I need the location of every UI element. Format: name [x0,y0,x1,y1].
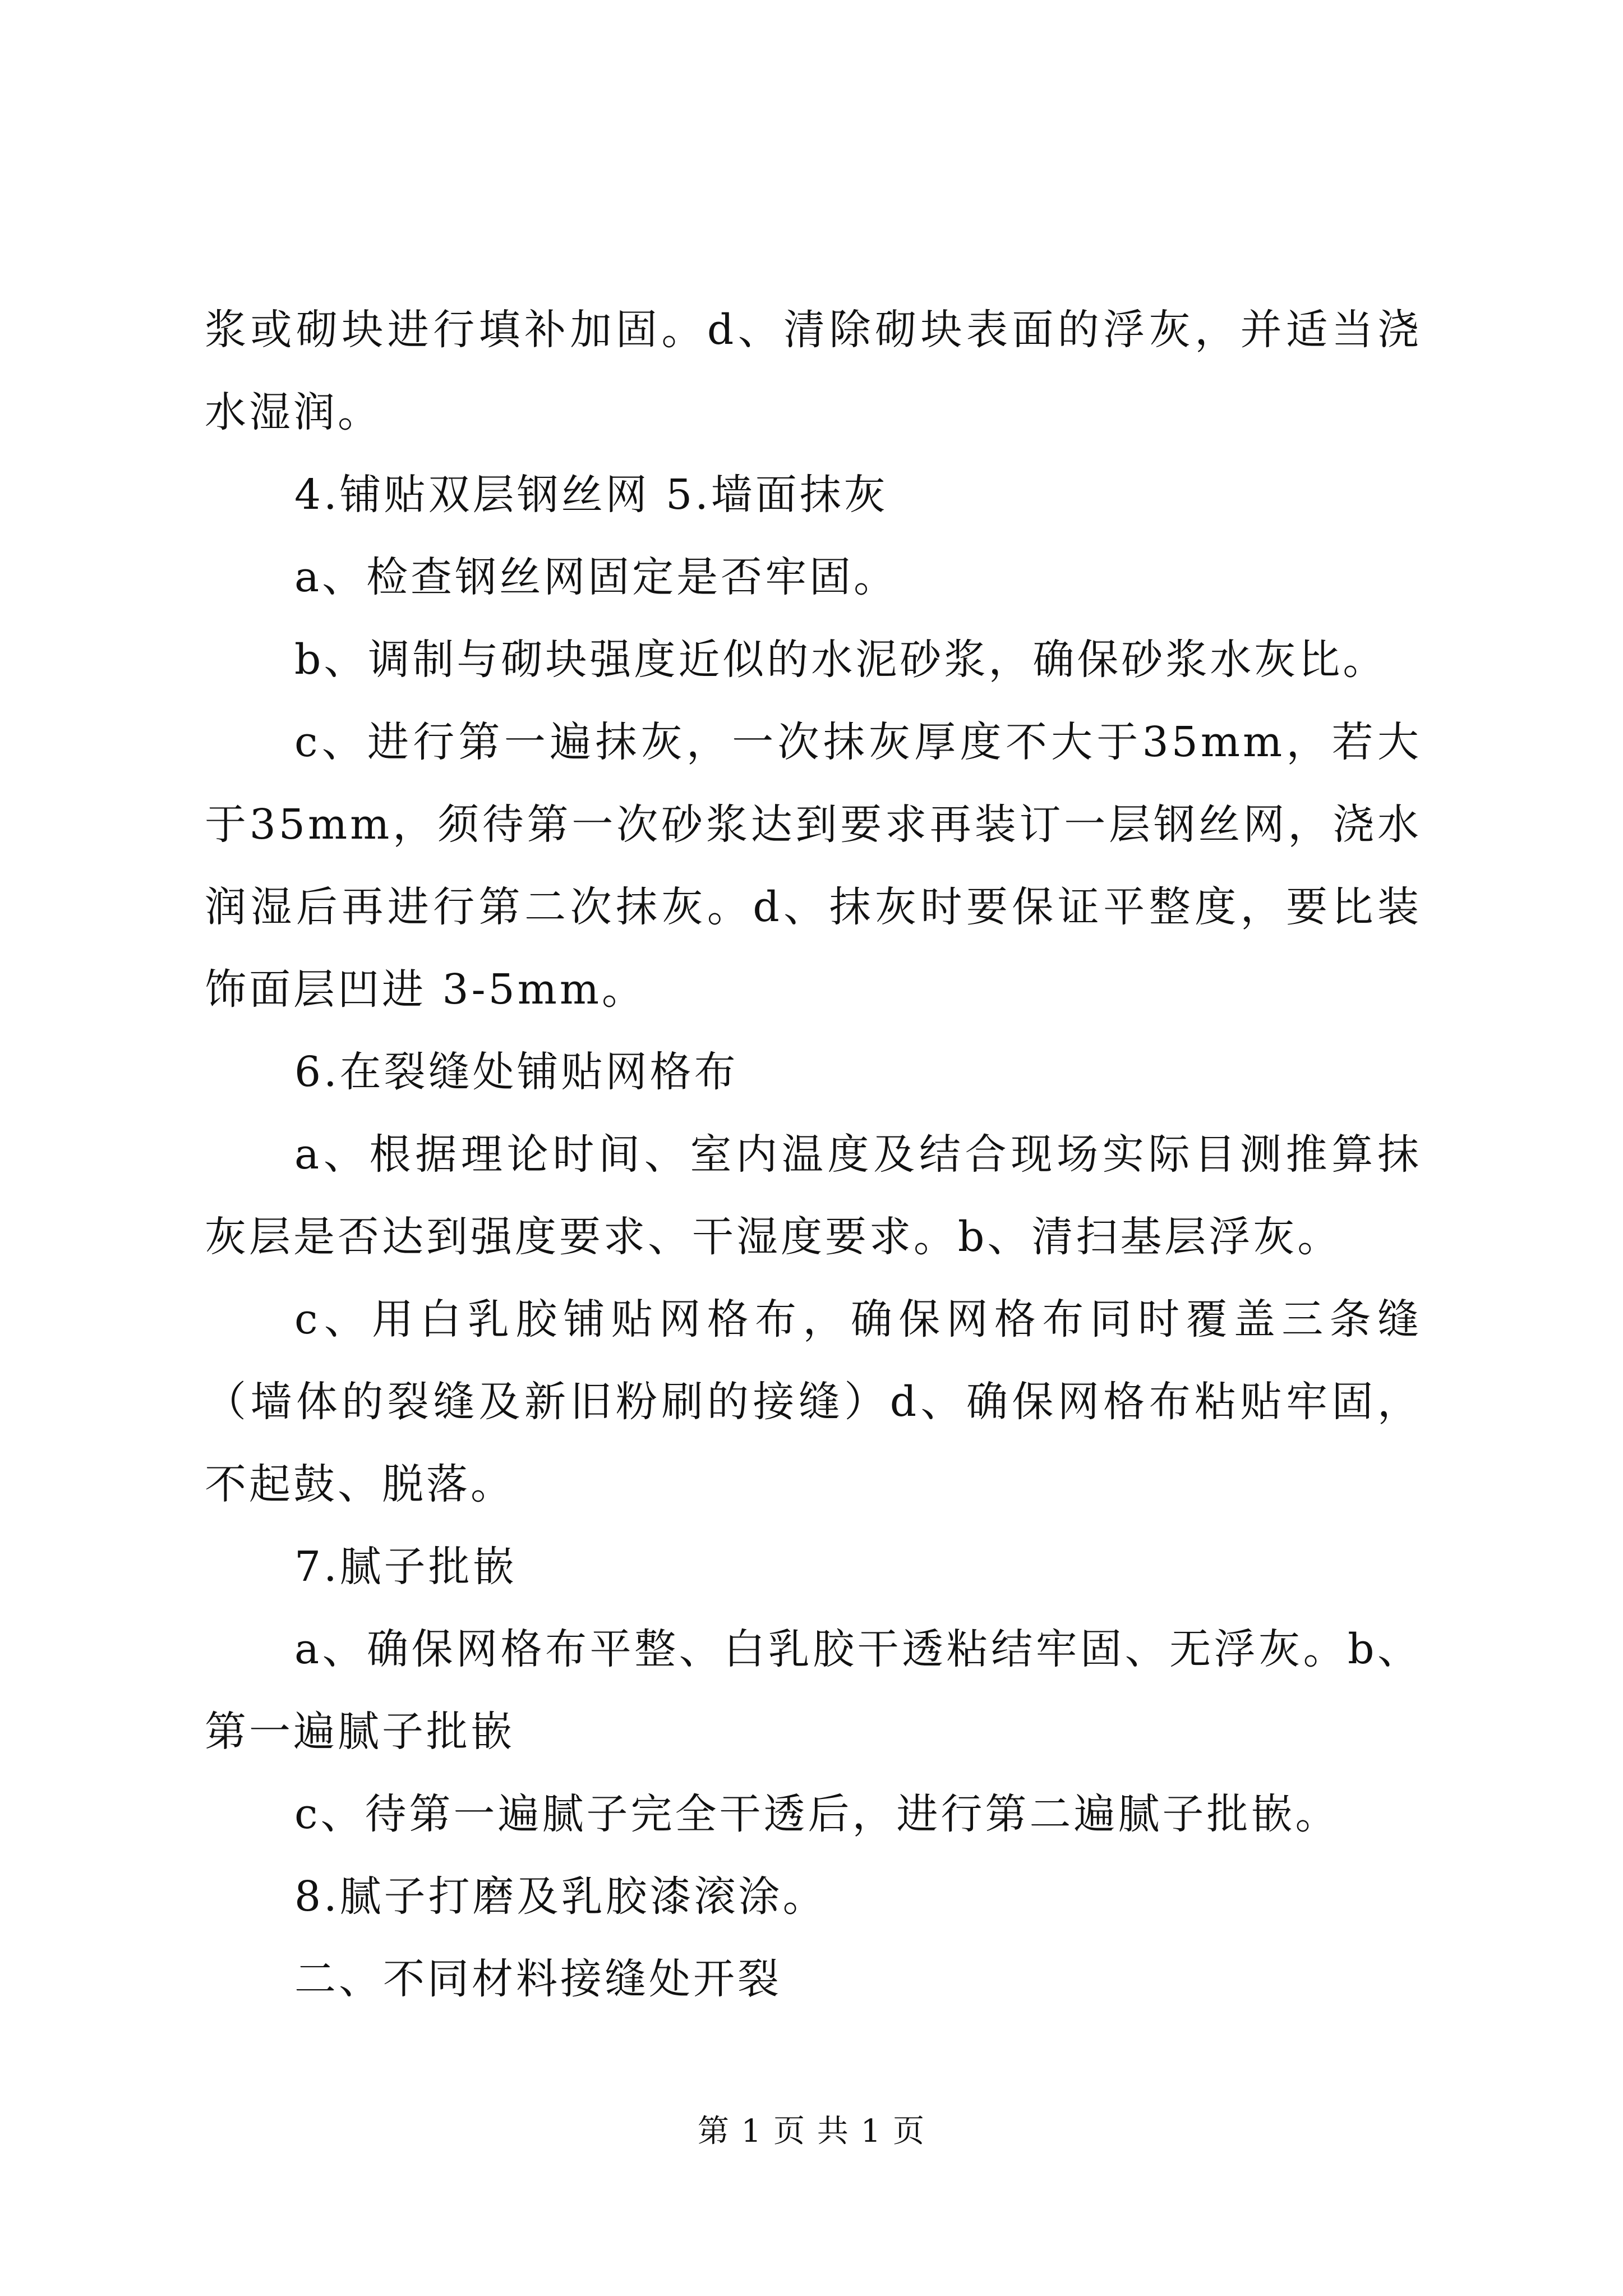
paragraph-3: a、检查钢丝网固定是否牢固。 [294,553,898,601]
paragraph-9: 7.腻子批嵌 [294,1543,517,1591]
page-number-footer: 第 1 页 共 1 页 [697,2113,926,2150]
paragraph-7: a、根据理论时间、室内温度及结合现场实际目测推算抹灰层是否达到强度要求、干湿度要求。b、清扫基层浮灰。 [205,1130,1422,1261]
paragraph-5: c、进行第一遍抹灰，一次抹灰厚度不大于35mm，若大于35mm，须待第一次砂浆达到要求再装订一层钢丝网，浇水润湿后再进行第二次抹灰。d、抹灰时要保证平整度，要比装饰面层凹进 3-5mm。 [205,718,1422,1014]
paragraph-13: 二、不同材料接缝处开裂 [294,1955,782,2003]
paragraph-12: 8.腻子打磨及乳胶漆滚涂。 [294,1872,827,1921]
paragraph-6: 6.在裂缝处铺贴网格布 [294,1048,739,1096]
paragraph-2: 4.铺贴双层钢丝网 5.墙面抹灰 [294,471,888,519]
paragraph-4: b、调制与砌块强度近似的水泥砂浆，确保砂浆水灰比。 [294,636,1387,684]
paragraph-10: a、确保网格布平整、白乳胶干透粘结牢固、无浮灰。b、第一遍腻子批嵌 [205,1625,1422,1756]
paragraph-8: c、用白乳胶铺贴网格布，确保网格布同时覆盖三条缝（墙体的裂缝及新旧粉刷的接缝）d、确保网格布粘贴牢固，不起鼓、脱落。 [205,1295,1422,1508]
paragraph-1: 浆或砌块进行填补加固。d、清除砌块表面的浮灰，并适当浇水湿润。 [205,306,1422,436]
document-body [205,289,1422,2021]
paragraph-11: c、待第一遍腻子完全干透后，进行第二遍腻子批嵌。 [294,1790,1340,1838]
